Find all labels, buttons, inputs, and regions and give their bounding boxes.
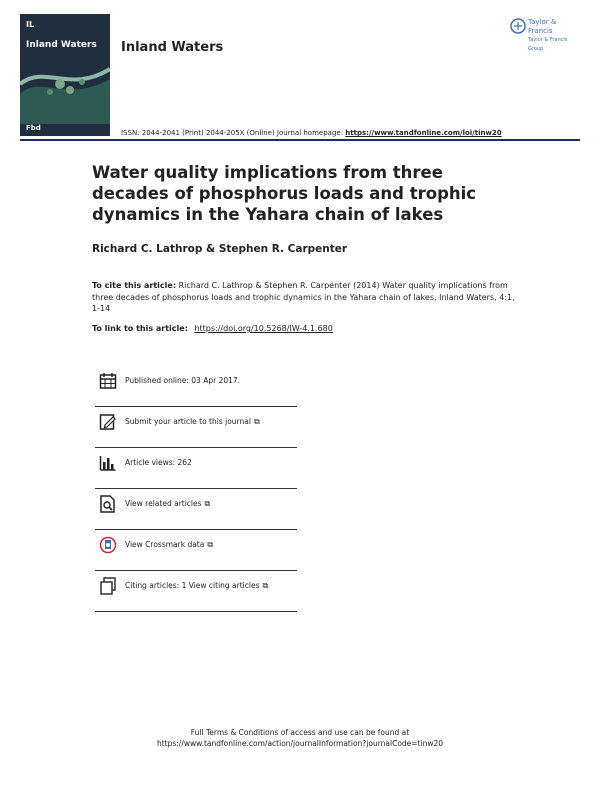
header-divider: [20, 139, 580, 141]
citing-articles-icon: [99, 577, 117, 595]
publisher-logo[interactable]: [510, 16, 582, 52]
cover-badge: Fbd: [26, 124, 41, 132]
article-authors: Richard C. Lathrop & Stephen R. Carpenter: [92, 243, 348, 255]
external-link-icon: ⧉: [262, 581, 269, 590]
publisher-logo-line1: Taylor & Francis: [528, 18, 557, 35]
calendar-icon: [99, 372, 117, 390]
article-title: Water quality implications from three decades of phosphorus loads and trophic dynamics in the Yahara chain of lakes: [92, 163, 477, 224]
cover-title: Inland Waters: [26, 40, 97, 50]
crossmark-item[interactable]: [95, 530, 297, 571]
external-link-icon: ⧉: [253, 417, 260, 426]
publisher-logo-line2: Taylor & Francis Group: [528, 37, 568, 52]
issn-line: [121, 129, 502, 137]
issn-text: ISSN: 2044-2041 (Print) 2044-205X (Online) Journal homepage:: [121, 129, 344, 137]
terms-footer: [0, 727, 600, 749]
citation-block: [92, 280, 522, 315]
article-action-list: [95, 366, 297, 612]
external-link-icon: ⧉: [207, 540, 214, 549]
doi-link[interactable]: https://doi.org/10.5268/IW-4.1.680: [194, 324, 333, 333]
crossmark-label: View Crossmark data: [125, 540, 205, 549]
edit-icon: [99, 413, 117, 431]
crossmark-icon: [99, 536, 117, 554]
terms-link[interactable]: https://www.tandfonline.com/action/journalInformation?journalCode=tinw20: [156, 739, 444, 748]
related-articles-label: View related articles: [125, 499, 202, 508]
submit-article-item[interactable]: [95, 407, 297, 448]
journal-homepage-link[interactable]: https://www.tandfonline.com/loi/tinw20: [345, 129, 502, 137]
external-link-icon: ⧉: [204, 499, 211, 508]
publisher-logo-icon: [510, 18, 526, 34]
journal-cover-image: [20, 14, 110, 136]
bar-chart-icon: [99, 454, 117, 472]
published-online-item: [95, 366, 297, 407]
article-views-item: [95, 448, 297, 489]
citing-articles-label: Citing articles: 1 View citing articles: [125, 581, 260, 590]
related-document-icon: [99, 495, 117, 513]
article-link-line: [92, 324, 333, 333]
cover-artwork: [20, 54, 110, 124]
cover-logo: IL: [26, 20, 35, 29]
citation-label: To cite this article:: [92, 281, 177, 290]
article-link-label: To link to this article:: [92, 324, 188, 333]
article-views-label: Article views: 262: [125, 458, 192, 467]
citing-articles-item[interactable]: [95, 571, 297, 612]
journal-name: Inland Waters: [121, 40, 224, 55]
related-articles-item[interactable]: [95, 489, 297, 530]
submit-article-label: Submit your article to this journal: [125, 417, 251, 426]
terms-text: Full Terms & Conditions of access and use can be found at: [190, 728, 410, 737]
published-online-label: Published online: 03 Apr 2017.: [125, 376, 241, 385]
citation-text: Richard C. Lathrop & Stephen R. Carpenter (2014) Water quality implications from three decades of phosphorus loads and trophic dynamics in the Yahara chain of lakes, Inland Waters, 4:1, 1-14: [92, 281, 515, 313]
